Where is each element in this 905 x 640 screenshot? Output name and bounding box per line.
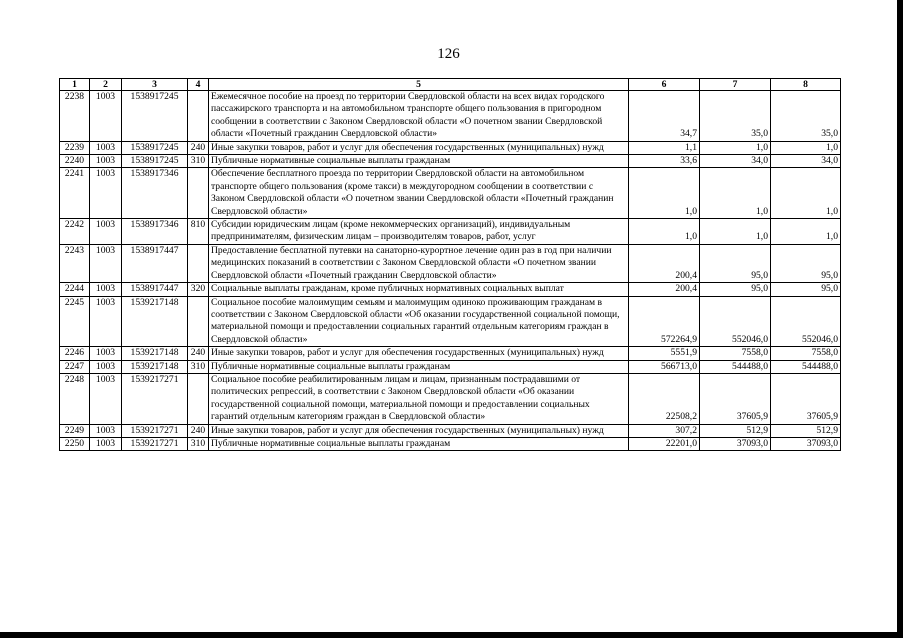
table-row — [60, 283, 841, 296]
description: Публичные нормативные социальные выплаты гражданам — [209, 155, 629, 168]
section-code: 1003 — [90, 424, 122, 437]
amount-col7: 544488,0 — [700, 360, 771, 373]
row-number: 2239 — [60, 141, 90, 154]
description: Публичные нормативные социальные выплаты гражданам — [209, 437, 629, 450]
col-header-4: 4 — [188, 79, 209, 91]
amount-col8: 7558,0 — [771, 347, 841, 360]
description: Иные закупки товаров, работ и услуг для обеспечения государственных (муниципальных) нужд — [209, 141, 629, 154]
amount-col6: 1,0 — [629, 219, 700, 245]
amount-col8: 35,0 — [771, 91, 841, 142]
expense-type: 240 — [188, 424, 209, 437]
row-number: 2243 — [60, 244, 90, 282]
col-header-6: 6 — [629, 79, 700, 91]
row-number: 2240 — [60, 155, 90, 168]
col-header-7: 7 — [700, 79, 771, 91]
description: Социальные выплаты гражданам, кроме публичных нормативных социальных выплат — [209, 283, 629, 296]
section-code: 1003 — [90, 437, 122, 450]
description: Обеспечение бесплатного проезда по территории Свердловской области на автомобильном транспорте общего пользования (кроме такси) в междугородном сообщении в соответствии с Законом Свердловской области «О почетном звании Свердловской области «Почетный гражданин Свердловской области» — [209, 168, 629, 219]
description: Публичные нормативные социальные выплаты гражданам — [209, 360, 629, 373]
amount-col7: 35,0 — [700, 91, 771, 142]
section-code: 1003 — [90, 168, 122, 219]
target-code: 1538917245 — [122, 141, 188, 154]
expense-type — [188, 168, 209, 219]
amount-col7: 1,0 — [700, 168, 771, 219]
section-code: 1003 — [90, 219, 122, 245]
amount-col7: 95,0 — [700, 244, 771, 282]
description: Иные закупки товаров, работ и услуг для обеспечения государственных (муниципальных) нужд — [209, 424, 629, 437]
description: Иные закупки товаров, работ и услуг для обеспечения государственных (муниципальных) нужд — [209, 347, 629, 360]
target-code: 1539217271 — [122, 424, 188, 437]
target-code: 1538917245 — [122, 155, 188, 168]
table-row — [60, 373, 841, 424]
amount-col6: 307,2 — [629, 424, 700, 437]
table-row — [60, 424, 841, 437]
section-code: 1003 — [90, 91, 122, 142]
target-code: 1539217271 — [122, 373, 188, 424]
amount-col7: 552046,0 — [700, 296, 771, 347]
amount-col8: 544488,0 — [771, 360, 841, 373]
section-code: 1003 — [90, 296, 122, 347]
target-code: 1539217271 — [122, 437, 188, 450]
target-code: 1539217148 — [122, 296, 188, 347]
target-code: 1538917245 — [122, 91, 188, 142]
expense-type: 240 — [188, 141, 209, 154]
row-number: 2245 — [60, 296, 90, 347]
amount-col7: 37093,0 — [700, 437, 771, 450]
target-code: 1539217148 — [122, 347, 188, 360]
amount-col7: 512,9 — [700, 424, 771, 437]
expense-type: 310 — [188, 437, 209, 450]
col-header-2: 2 — [90, 79, 122, 91]
amount-col8: 95,0 — [771, 244, 841, 282]
amount-col6: 1,1 — [629, 141, 700, 154]
table-row — [60, 168, 841, 219]
amount-col6: 200,4 — [629, 283, 700, 296]
table-row — [60, 437, 841, 450]
description: Предоставление бесплатной путевки на санаторно-курортное лечение один раз в год при наличии медицинских показаний в соответствии с Законом Свердловской области «О почетном звании Свердловской области «Почетный гражданин Свердловской области» — [209, 244, 629, 282]
expense-type — [188, 373, 209, 424]
row-number: 2250 — [60, 437, 90, 450]
target-code: 1538917447 — [122, 283, 188, 296]
target-code: 1538917346 — [122, 168, 188, 219]
col-header-5: 5 — [209, 79, 629, 91]
row-number: 2241 — [60, 168, 90, 219]
amount-col8: 512,9 — [771, 424, 841, 437]
amount-col6: 566713,0 — [629, 360, 700, 373]
expense-type: 310 — [188, 155, 209, 168]
table-row — [60, 296, 841, 347]
expense-type — [188, 91, 209, 142]
amount-col7: 34,0 — [700, 155, 771, 168]
table-row — [60, 219, 841, 245]
amount-col8: 552046,0 — [771, 296, 841, 347]
table-row — [60, 141, 841, 154]
description: Субсидии юридическим лицам (кроме некоммерческих организаций), индивидуальным предпринимателям, физическим лицам – производителям товаров, работ, услуг — [209, 219, 629, 245]
amount-col6: 22201,0 — [629, 437, 700, 450]
amount-col8: 37605,9 — [771, 373, 841, 424]
target-code: 1538917447 — [122, 244, 188, 282]
section-code: 1003 — [90, 283, 122, 296]
expense-type: 310 — [188, 360, 209, 373]
expense-type — [188, 244, 209, 282]
amount-col7: 95,0 — [700, 283, 771, 296]
target-code: 1538917346 — [122, 219, 188, 245]
row-number: 2249 — [60, 424, 90, 437]
amount-col8: 1,0 — [771, 219, 841, 245]
amount-col6: 5551,9 — [629, 347, 700, 360]
row-number: 2246 — [60, 347, 90, 360]
row-number: 2244 — [60, 283, 90, 296]
section-code: 1003 — [90, 360, 122, 373]
amount-col7: 1,0 — [700, 141, 771, 154]
table-row — [60, 244, 841, 282]
expense-type: 320 — [188, 283, 209, 296]
section-code: 1003 — [90, 373, 122, 424]
section-code: 1003 — [90, 141, 122, 154]
table-row — [60, 91, 841, 142]
row-number: 2248 — [60, 373, 90, 424]
amount-col8: 95,0 — [771, 283, 841, 296]
table-row — [60, 155, 841, 168]
description: Социальное пособие малоимущим семьям и малоимущим одиноко проживающим гражданам в соответствии с Законом Свердловской области «Об оказании государственной социальной помощи, материальной помощи и предоставлении социальных гарантий отдельным категориям граждан в Свердловской области» — [209, 296, 629, 347]
amount-col7: 1,0 — [700, 219, 771, 245]
section-code: 1003 — [90, 347, 122, 360]
col-header-1: 1 — [60, 79, 90, 91]
table-row — [60, 347, 841, 360]
amount-col8: 34,0 — [771, 155, 841, 168]
amount-col6: 200,4 — [629, 244, 700, 282]
amount-col7: 7558,0 — [700, 347, 771, 360]
amount-col6: 34,7 — [629, 91, 700, 142]
amount-col8: 1,0 — [771, 141, 841, 154]
row-number: 2247 — [60, 360, 90, 373]
col-header-3: 3 — [122, 79, 188, 91]
amount-col6: 1,0 — [629, 168, 700, 219]
header-row — [60, 79, 841, 91]
expense-type: 240 — [188, 347, 209, 360]
section-code: 1003 — [90, 155, 122, 168]
expense-type — [188, 296, 209, 347]
table-row — [60, 360, 841, 373]
amount-col8: 1,0 — [771, 168, 841, 219]
section-code: 1003 — [90, 244, 122, 282]
col-header-8: 8 — [771, 79, 841, 91]
target-code: 1539217148 — [122, 360, 188, 373]
amount-col6: 572264,9 — [629, 296, 700, 347]
amount-col7: 37605,9 — [700, 373, 771, 424]
expense-type: 810 — [188, 219, 209, 245]
amount-col8: 37093,0 — [771, 437, 841, 450]
budget-table — [59, 78, 841, 451]
description: Социальное пособие реабилитированным лицам и лицам, признанным пострадавшими от политических репрессий, в соответствии с Законом Свердловской области «Об оказании государственной социальной помощи, материальной помощи и предоставлении социальных гарантий отдельным категориям граждан в Свердловской области» — [209, 373, 629, 424]
row-number: 2242 — [60, 219, 90, 245]
description: Ежемесячное пособие на проезд по территории Свердловской области на всех видах городского пассажирского транспорта и на автомобильном транспорте общего пользования в пригородном сообщении в соответствии с Законом Свердловской области «О почетном звании Свердловской области «Почетный гражданин Свердловской области» — [209, 91, 629, 142]
amount-col6: 22508,2 — [629, 373, 700, 424]
row-number: 2238 — [60, 91, 90, 142]
amount-col6: 33,6 — [629, 155, 700, 168]
page-number: 126 — [437, 46, 460, 62]
